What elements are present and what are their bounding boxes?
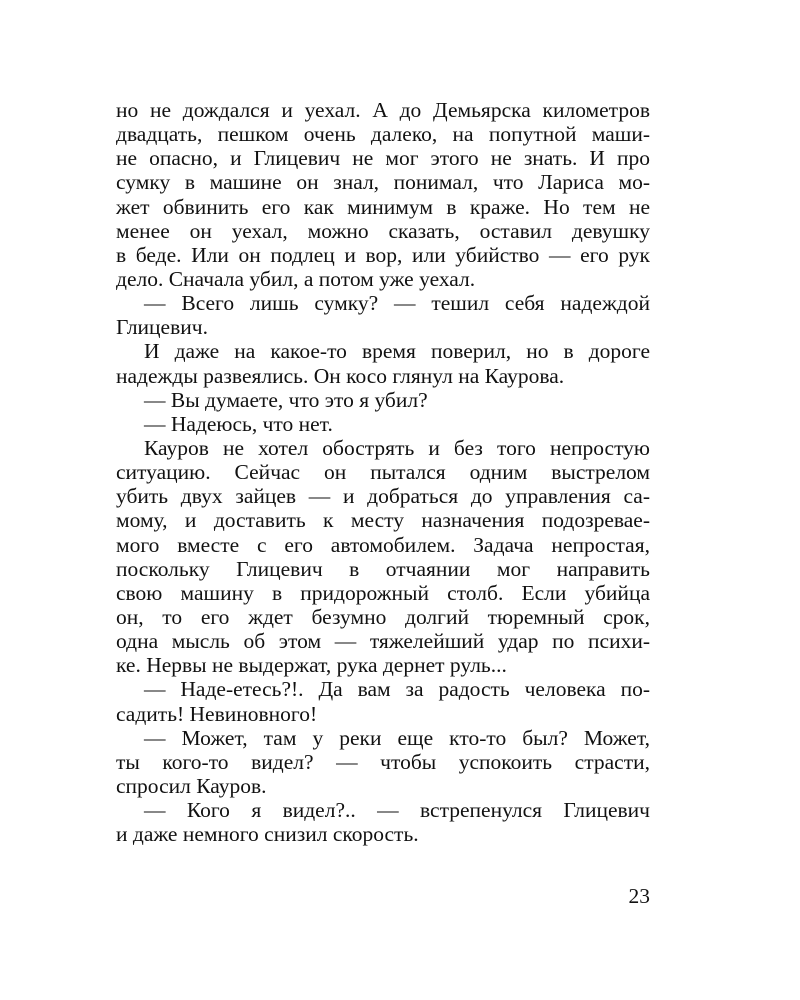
text-line: ты кого-то видел? — чтобы успокоить страсти, (116, 749, 650, 774)
text-line: Кауров не хотел обострять и без того непростую (144, 435, 650, 460)
text-line: мому, и доставить к месту назначения подозревае- (116, 508, 650, 533)
text-line: одна мысль об этом — тяжелейший удар по психи- (116, 629, 650, 654)
text-line: ситуацию. Сейчас он пытался одним выстрелом (116, 460, 650, 485)
text-line: — Всего лишь сумку? — тешил себя надеждой (144, 291, 650, 316)
page-number: 23 (628, 884, 650, 908)
text-line: поскольку Глицевич в отчаянии мог направить (116, 556, 650, 581)
text-line: — Может, там у реки еще кто-то был? Может, (144, 725, 650, 750)
text-line: не опасно, и Глицевич не мог этого не знать. И про (116, 146, 650, 171)
text-line: свою машину в придорожный столб. Если убийца (116, 580, 650, 605)
text-line: — Наде-етесь?!. Да вам за радость человека по- (144, 677, 650, 702)
text-line: — Кого я видел?.. — встрепенулся Глицевич (144, 798, 650, 823)
text-line: — Вы думаете, что это я убил? (144, 387, 428, 412)
text-line: — Надеюсь, что нет. (144, 411, 333, 436)
text-line: жет обвинить его как минимум в краже. Но тем не (116, 194, 650, 219)
text-line: убить двух зайцев — и добраться до управления са- (116, 484, 650, 509)
text-line: он, то его ждет безумно долгий тюремный срок, (116, 604, 650, 629)
text-line: Глицевич. (116, 315, 208, 340)
body-text (116, 98, 650, 846)
text-line: мого вместе с его автомобилем. Задача непростая, (116, 532, 650, 557)
text-line: менее он уехал, можно сказать, оставил девушку (116, 218, 650, 243)
text-line: и даже немного снизил скорость. (116, 822, 419, 847)
text-line: спросил Кауров. (116, 773, 267, 798)
text-line: сумку в машине он знал, понимал, что Лариса мо- (116, 170, 650, 195)
text-line: в беде. Или он подлец и вор, или убийство — его рук (116, 242, 650, 267)
text-line: но не дождался и уехал. А до Демьярска километров (116, 98, 650, 122)
text-line: надежды развеялись. Он косо глянул на Каурова. (116, 363, 565, 388)
text-line: двадцать, пешком очень далеко, на попутной маши- (116, 122, 650, 147)
text-line: дело. Сначала убил, а потом уже уехал. (116, 266, 476, 291)
text-line: И даже на какое-то время поверил, но в дороге (144, 339, 650, 364)
text-line: ке. Нервы не выдержат, рука дернет руль... (116, 653, 507, 678)
text-line: садить! Невиновного! (116, 701, 318, 726)
